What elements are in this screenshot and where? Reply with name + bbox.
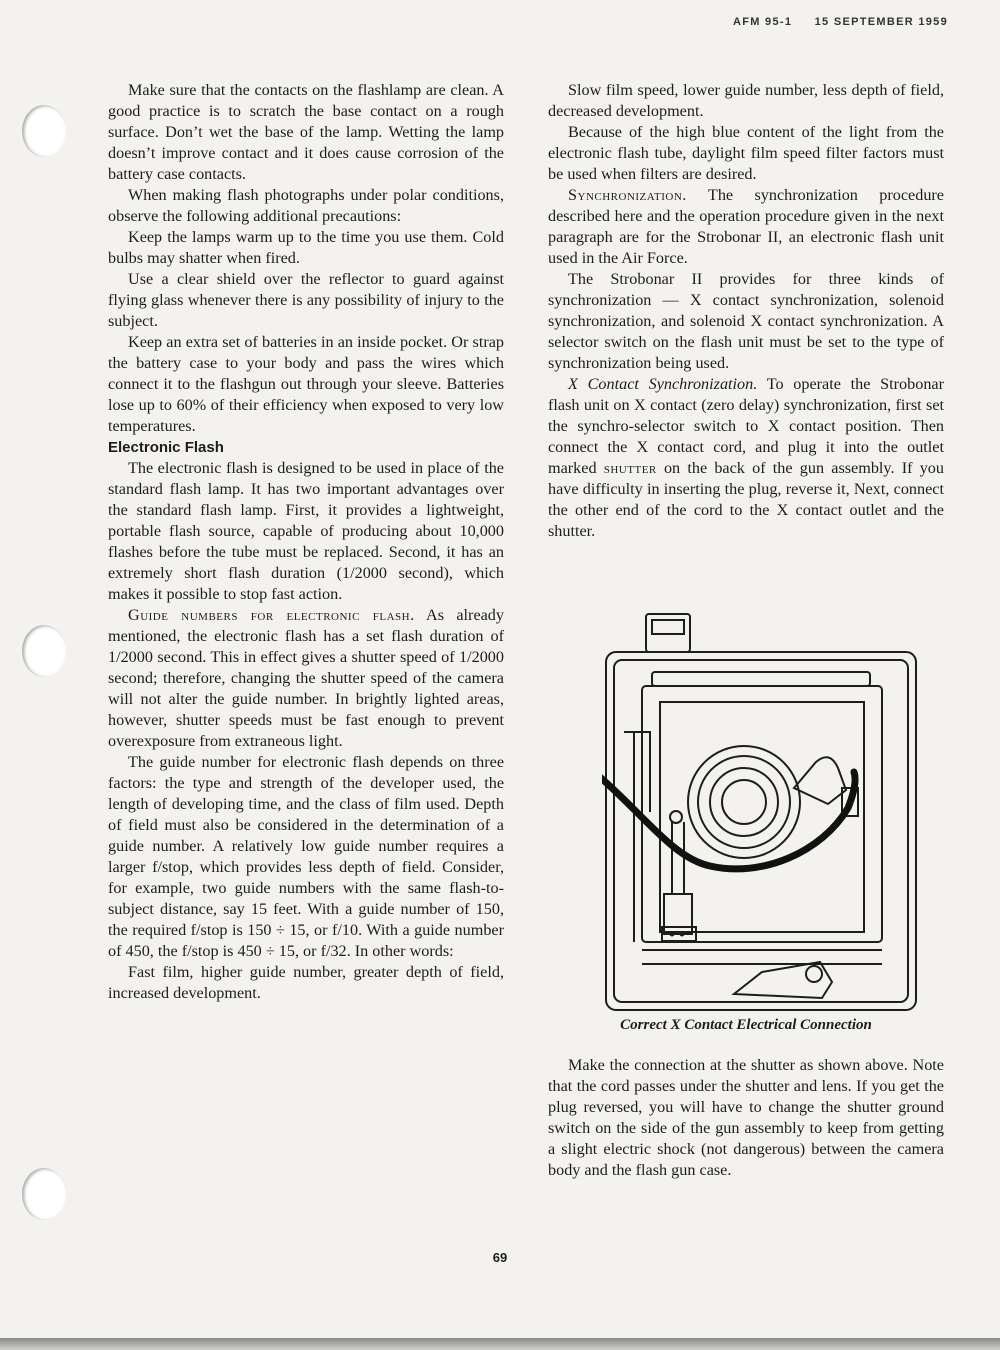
paragraph (108, 605, 504, 752)
binder-hole-middle (22, 625, 66, 677)
page-edge (0, 1338, 1000, 1350)
left-column (108, 80, 504, 1004)
page-number: 69 (492, 1250, 508, 1265)
running-header (715, 16, 948, 28)
paragraph: The electronic flash is designed to be used in place of the standard flash lamp. It has two important advantages over the standard flash lamp. First, it provides a lightweight, portable flash source, capable of producing about 10,000 flashes before the tube must be replaced. Second, it has an extremely short flash duration (1/2000 second), which makes it possible to stop fast action. (108, 459, 504, 603)
paragraph-text: As already mentioned, the electronic flash has a set flash duration of 1/2000 second. This in effect gives a shutter speed of 1/2000 second; therefore, changing the shutter speed of the camera will not alter the guide number. In brightly lighted areas, however, shutter speeds must be fast enough to prevent overexposure from extraneous light. (108, 606, 504, 750)
run-in-heading: X Contact Synchronization. (568, 375, 758, 393)
paragraph: Make sure that the contacts on the flashlamp are clean. A good practice is to scratch the base contact on a rough surface. Don’t wet the base of the lamp. Wetting the lamp doesn’t improve contact and it does cause corrosion of the battery case contacts. (108, 81, 504, 183)
paragraph: Use a clear shield over the reflector to guard against flying glass whenever there is any possibility of injury to the subject. (108, 270, 504, 330)
paragraph (548, 185, 944, 269)
figure-caption: Correct X Contact Electrical Connection (620, 1017, 872, 1033)
paragraph: Because of the high blue content of the light from the electronic flash tube, daylight film speed filter factors must be used when filters are desired. (548, 123, 944, 183)
paragraph: The Strobonar II provides for three kinds of synchronization — X contact synchronization, solenoid synchronization, and solenoid X contact synchronization. A selector switch on the flash unit must be set to the type of synchronization being used. (548, 270, 944, 372)
right-column (548, 80, 944, 542)
paragraph: Keep the lamps warm up to the time you use them. Cold bulbs may shatter when fired. (108, 228, 504, 267)
shutter-label: shutter (603, 459, 657, 477)
paragraph-text: The synchronization procedure described here and the operation procedure given in the next paragraph are for the Strobonar II, an electronic flash unit used in the Air Force. (548, 186, 944, 267)
header-date: 15 SEPTEMBER 1959 (814, 16, 948, 28)
paragraph: Fast film, higher guide number, greater depth of field, increased development. (108, 963, 504, 1002)
binder-hole-top (22, 105, 66, 157)
paragraph: Keep an extra set of batteries in an inside pocket. Or strap the battery case to your body and pass the wires which connect it to the flashgun out through your sleeve. Batteries lose up to 60% of their efficiency when exposed to very low temperatures. (108, 333, 504, 435)
paragraph: Slow film speed, lower guide number, less depth of field, decreased development. (548, 81, 944, 120)
paragraph-text: on the back of the gun assembly. If you have difficulty in inserting the plug, reverse it, Next, connect the other end of the cord to the X contact outlet and the shutter. (548, 459, 944, 540)
binder-hole-bottom (22, 1168, 66, 1220)
camera-connection-illustration (602, 612, 920, 1014)
header-doc-number: AFM 95-1 (732, 16, 793, 28)
paragraph: The guide number for electronic flash depends on three factors: the type and strength of the developer used, the length of developing time, and the class of film used. Depth of field must also be considered in the determination of a guide number. A relatively low guide number requires a larger f/stop, which provides less depth of field. Consider, for example, two guide numbers with the same flash-to-subject distance, say 15 feet. With a guide number of 150, the required f/stop is 150 ÷ 15, or f/10. With a guide number of 450, the f/stop is 450 ÷ 15, or f/32. In other words: (108, 753, 504, 960)
run-in-heading: Guide numbers for electronic flash. (128, 606, 415, 624)
section-heading: Electronic Flash (108, 439, 224, 456)
paragraph: Make the connection at the shutter as shown above. Note that the cord passes under the shutter and lens. If you get the plug reversed, you will have to change the shutter ground switch on the side of the gun assembly to keep from getting a slight electric shock (not dangerous) between the camera body and the flash gun case. (548, 1056, 944, 1179)
run-in-heading: Synchronization. (568, 186, 687, 204)
paragraph: When making flash photographs under polar conditions, observe the following additional precautions: (108, 186, 504, 225)
paragraph (548, 374, 944, 542)
paragraph-text: To operate the Strobonar flash unit on X contact (zero delay) synchronization, first set the synchro-selector switch to X contact position. Then connect the X contact cord, and plug it into the outlet marked (548, 375, 944, 477)
right-column-lower (548, 1055, 944, 1181)
